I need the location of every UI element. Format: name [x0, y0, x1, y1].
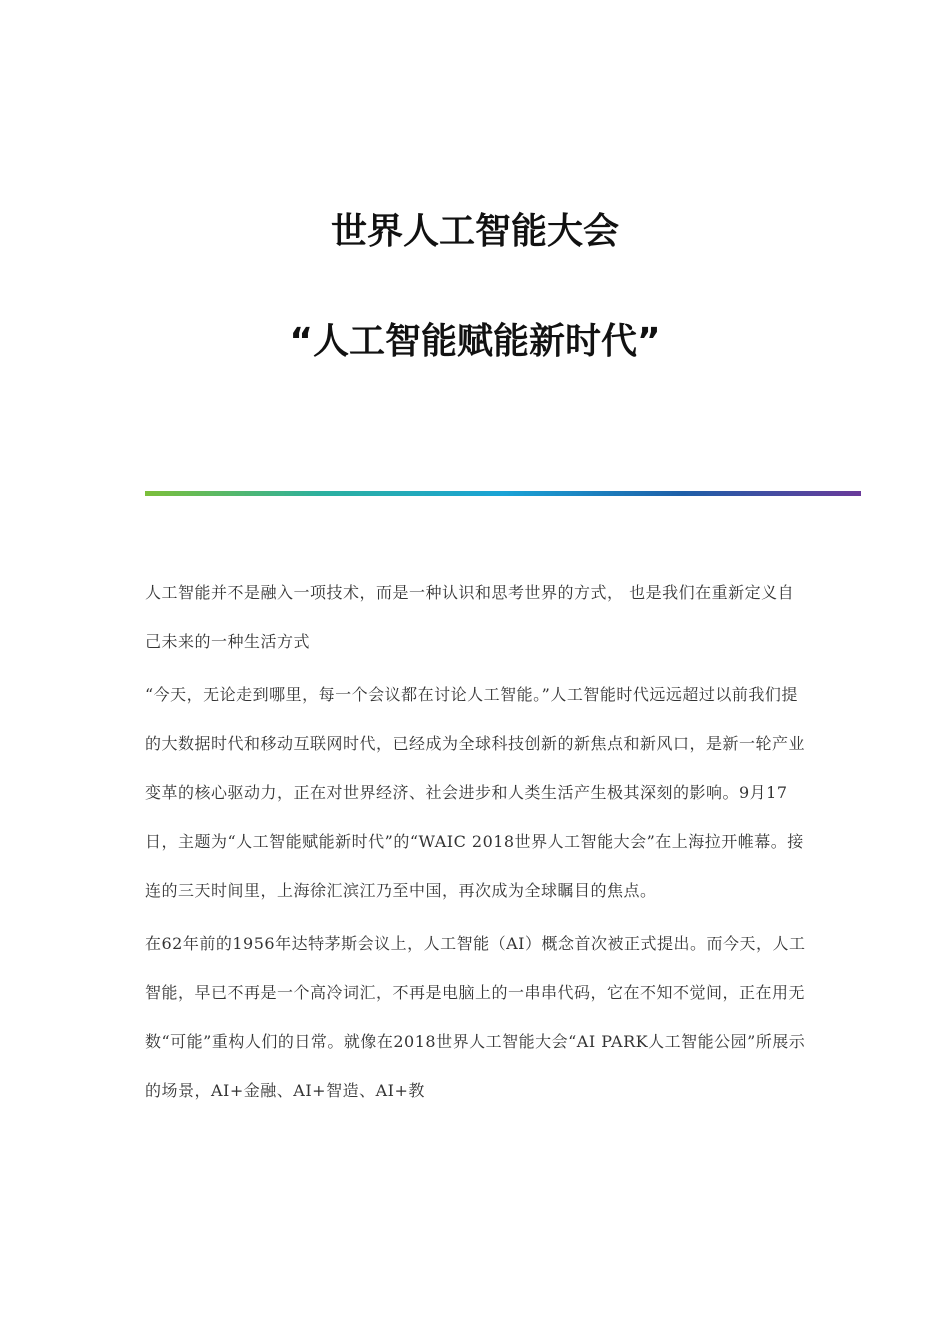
document-subtitle: “人工智能赋能新时代” — [289, 321, 661, 362]
document-title: 世界人工智能大会 — [330, 211, 619, 252]
paragraph-conference: “今天，无论走到哪里，每一个会议都在讨论人工智能。”人工智能时代远远超过以前我们提的大数据时代和移动互联网时代，已经成为全球科技创新的新焦点和新风口，是新一轮产业变革的核心驱动力，正在对世界经济、社会进步和人类生活产生极其深刻的影响。9月17日，主题为“人工智能赋能新时代”的“WAIC 2018世界人工智能大会”在上海拉开帷幕。接连的三天时间里，上海徐汇滨江乃至中国，再次成为全球瞩目的焦点。 — [145, 685, 806, 900]
gradient-divider — [145, 491, 861, 496]
paragraph-intro: 人工智能并不是融入一项技术，而是一种认识和思考世界的方式， 也是我们在重新定义自己未来的一种生活方式 — [145, 583, 795, 651]
paragraph-history: 在62年前的1956年达特茅斯会议上，人工智能（AI）概念首次被正式提出。而今天，人工智能，早已不再是一个高冷词汇，不再是电脑上的一串串代码，它在不知不觉间，正在用无数“可能”重构人们的日常。就像在2018世界人工智能大会“AI PARK人工智能公园”所展示的场景，AI+金融、AI+智造、AI+教 — [145, 934, 806, 1100]
document-body — [145, 568, 810, 1119]
